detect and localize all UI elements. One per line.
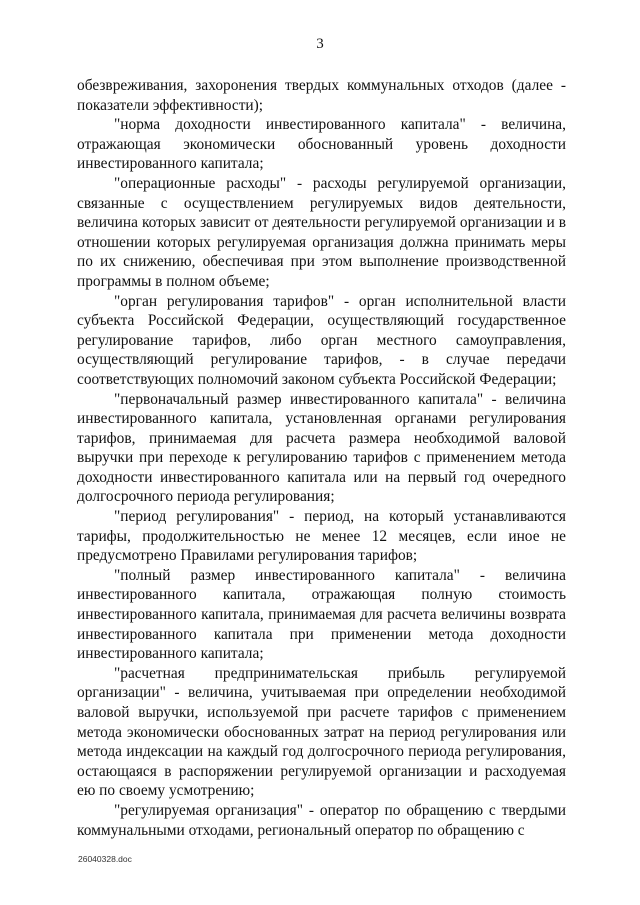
paragraph-8: "расчетная предпринимательская прибыль регулируемой организации" - величина, учитываемая при определении необходимой валовой выручки, используемой при расчете тарифов с применением метода экономически обоснованных затрат на период регулирования или метода индексации на каждый год долгосрочного периода регулирования, остающаяся в распоряжении регулируемой организации и расходуемая ею по своему усмотрению; [77,664,566,800]
paragraph-9: "регулируемая организация" - оператор по обращению с твердыми коммунальными отходами, региональный оператор по обращению с [77,801,566,839]
paragraph-5: "первоначальный размер инвестированного капитала" - величина инвестированного капитала, установленная органами регулирования тарифов, принимаемая для расчета размера необходимой валовой выручки при переходе к регулированию тарифов с применением метода доходности инвестированного капитала или на первый год очередного долгосрочного периода регулирования; [77,390,566,506]
paragraph-2: "норма доходности инвестированного капитала" - величина, отражающая экономически обоснованный уровень доходности инвестированного капитала; [77,116,566,173]
paragraph-4: "орган регулирования тарифов" - орган исполнительной власти субъекта Российской Федерации, осуществляющий государственное регулирование тарифов, либо орган местного самоуправления, осуществляющий регулирование тарифов, - в случае передачи соответствующих полномочий законом субъекта Российской Федерации; [77,292,566,388]
page-number: 3 [316,36,324,52]
paragraph-6: "период регулирования" - период, на который устанавливаются тарифы, продолжительностью не менее 12 месяцев, если иное не предусмотрено Правилами регулирования тарифов; [77,508,566,565]
footer-filename: 26040328.doc [78,854,132,864]
paragraph-3: "операционные расходы" - расходы регулируемой организации, связанные с осуществлением регулируемых видов деятельности, величина которых зависит от деятельности регулируемой организации и в отношении которых регулируемая организация должна принимать меры по их снижению, обеспечивая при этом выполнение производственной программы в полном объеме; [77,174,566,290]
paragraph-1: обезвреживания, захоронения твердых коммунальных отходов (далее - показатели эффективности); [77,77,566,114]
document-body [77,76,566,840]
paragraph-7: "полный размер инвестированного капитала" - величина инвестированного капитала, отражающая полную стоимость инвестированного капитала, принимаемая для расчета величины возврата инвестированного капитала при применении метода доходности инвестированного капитала; [77,566,566,663]
